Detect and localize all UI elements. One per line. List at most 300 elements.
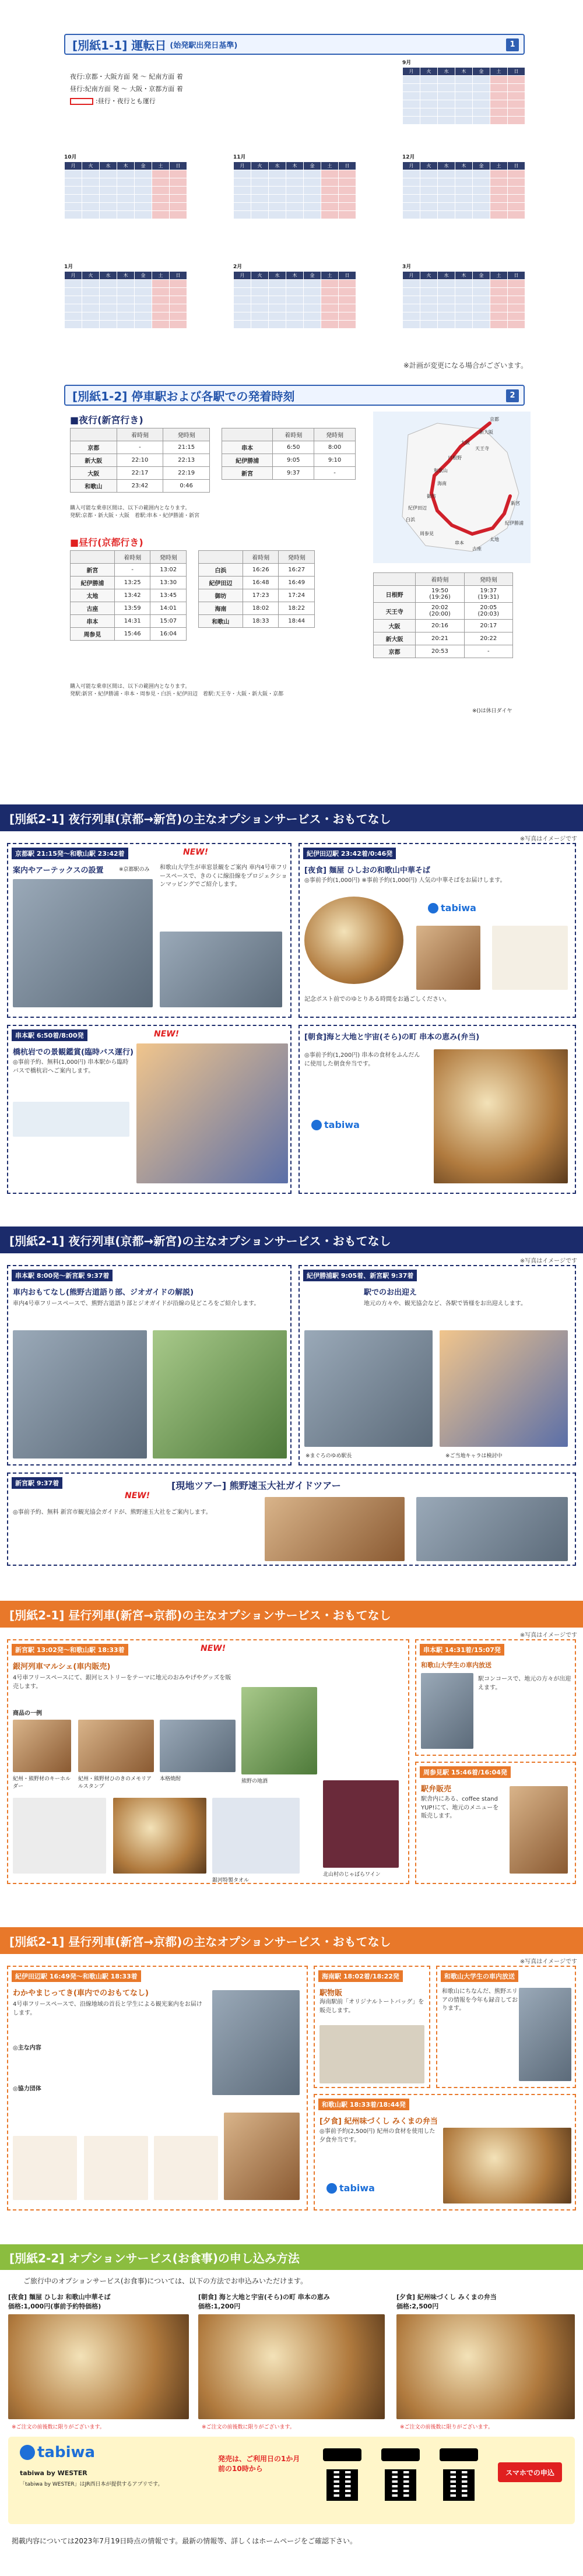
time-cell: 14:31 bbox=[114, 615, 150, 628]
smartphone-apply-label[interactable]: スマホでの申込 bbox=[498, 2462, 562, 2482]
image-note: ※写真はイメージです bbox=[519, 836, 577, 842]
day-cell bbox=[403, 92, 420, 100]
time-cell: 18:22 bbox=[279, 602, 315, 615]
day-cell bbox=[135, 187, 152, 195]
weekday: 木 bbox=[117, 272, 135, 280]
day-cell bbox=[321, 312, 339, 321]
time-cell: - bbox=[464, 645, 512, 658]
card-text: ◎事前予約(1,200円) 串本の食材をふんだんに使用した朝食弁当です。 bbox=[304, 1052, 420, 1067]
day-cell bbox=[438, 203, 455, 211]
card-tag: 和歌山駅 18:33着/18:44発 bbox=[318, 2099, 409, 2110]
day-cell bbox=[438, 76, 455, 84]
table-row bbox=[199, 564, 315, 577]
day-cell bbox=[269, 280, 286, 288]
meal-caption: ※ご注文の前後数に限りがございます。 bbox=[12, 2424, 105, 2430]
day-cell bbox=[339, 187, 356, 195]
weekday: 水 bbox=[438, 272, 455, 280]
day-cell bbox=[170, 203, 187, 211]
day-cell bbox=[65, 288, 82, 296]
day-cell bbox=[403, 321, 420, 329]
th: 着時刻 bbox=[416, 573, 464, 586]
day-cell bbox=[234, 312, 251, 321]
day-cell bbox=[321, 195, 339, 203]
month-title: 9月 bbox=[402, 60, 412, 66]
calendar-oct bbox=[64, 153, 187, 219]
day-cell bbox=[152, 203, 170, 211]
day-cell bbox=[403, 108, 420, 117]
card-text: 和歌山にちなんだ、熊野エリアの情報を今年も録音しております。 bbox=[442, 1988, 518, 2012]
station-name: 紀伊勝浦 bbox=[222, 454, 273, 467]
tabiwa-desc: 「tabiwa by WESTER」はJR西日本が提供するアプリです。 bbox=[20, 2482, 163, 2487]
table-row bbox=[222, 467, 356, 480]
day-cell bbox=[152, 304, 170, 312]
card-day2-b bbox=[314, 1966, 430, 2088]
day-cell bbox=[508, 84, 525, 92]
station-name: 和歌山 bbox=[71, 480, 117, 493]
item-label: 熊野の地酒 bbox=[241, 1779, 268, 1784]
card-text: ◎事前予約、無料 新宮市観光協会ガイドが、熊野速玉大社をご案内します。 bbox=[13, 1509, 212, 1516]
day-cell bbox=[152, 178, 170, 187]
sausage-photo bbox=[113, 1798, 206, 1874]
day-cell bbox=[117, 312, 135, 321]
day-cell bbox=[251, 170, 269, 178]
day-cell bbox=[321, 288, 339, 296]
day-cell bbox=[455, 100, 473, 108]
item-label: 本格焼酎 bbox=[160, 1776, 181, 1782]
day-cell bbox=[286, 170, 304, 178]
item-label: 北山村のじゃばらワイン bbox=[323, 1872, 381, 1878]
route-map bbox=[373, 412, 531, 563]
keychain-photo bbox=[13, 1720, 71, 1772]
day-cell bbox=[490, 296, 508, 304]
day-cell bbox=[135, 195, 152, 203]
time-cell: 22:19 bbox=[163, 467, 210, 480]
day-cell bbox=[438, 92, 455, 100]
day-cell bbox=[269, 288, 286, 296]
table-row bbox=[71, 454, 210, 467]
weekday: 土 bbox=[152, 162, 170, 170]
day-cell bbox=[438, 321, 455, 329]
day-cell bbox=[152, 195, 170, 203]
time-cell: 9:05 bbox=[273, 454, 314, 467]
day-cell bbox=[117, 170, 135, 178]
day-cell bbox=[473, 304, 490, 312]
day-cell bbox=[473, 76, 490, 84]
card-title: 案内やアーテックスの設置 bbox=[13, 866, 104, 875]
character-photo-1 bbox=[13, 2136, 77, 2200]
time-cell: 17:24 bbox=[279, 589, 315, 602]
weekday: 月 bbox=[403, 272, 420, 280]
meal-3-head bbox=[396, 2292, 577, 2311]
hashikui-rock-photo bbox=[136, 1043, 288, 1183]
day-cell bbox=[117, 288, 135, 296]
day-cell bbox=[473, 84, 490, 92]
day-cell bbox=[403, 76, 420, 84]
day-cell bbox=[455, 76, 473, 84]
day-cell bbox=[234, 280, 251, 288]
stamp-photo bbox=[78, 1720, 154, 1772]
section-title-operation-days bbox=[64, 34, 525, 55]
meal-3-photo bbox=[396, 2314, 575, 2419]
day-cell bbox=[438, 100, 455, 108]
day-cell bbox=[339, 211, 356, 219]
day-cell bbox=[490, 76, 508, 84]
night-note: 購入可能な乗車区間は、以下の範囲内となります。 発駅:京都・新大阪・大阪 着駅:串本・紀伊勝浦・新宮 bbox=[70, 505, 200, 519]
card-day-b bbox=[415, 1639, 576, 1756]
station-name: 紀伊勝浦 bbox=[71, 577, 115, 589]
day-cell bbox=[304, 296, 321, 304]
subtitle-text: (始発駅出発日基準) bbox=[170, 41, 238, 50]
card-text: 4号車フリースペースにて、銀河ヒストリーをテーマに地元のおみやげやグッズを販売します。 bbox=[13, 1675, 231, 1690]
day-cell bbox=[455, 321, 473, 329]
day-cell bbox=[304, 280, 321, 288]
calendar-jan bbox=[64, 262, 187, 329]
qr-code-web[interactable] bbox=[443, 2469, 475, 2501]
section-number: 2 bbox=[506, 389, 519, 402]
day-cell bbox=[117, 321, 135, 329]
day-cell bbox=[65, 187, 82, 195]
card-day2-d bbox=[314, 2094, 576, 2210]
time-cell: 13:30 bbox=[150, 577, 187, 589]
day-cell bbox=[100, 280, 117, 288]
section-meal-application bbox=[0, 2244, 583, 2576]
card-text: ◎事前予約、無料(1,000円) 串本駅から臨時バスで橋杭岩へご案内します。 bbox=[13, 1059, 129, 1074]
day-cell bbox=[403, 117, 420, 125]
day-table-3 bbox=[373, 572, 513, 658]
day-cell bbox=[508, 92, 525, 100]
day-cell bbox=[321, 187, 339, 195]
th bbox=[374, 573, 416, 586]
day-cell bbox=[508, 76, 525, 84]
day-cell bbox=[135, 304, 152, 312]
day-cell bbox=[286, 321, 304, 329]
card-text: 駅舎内にある、coffee stand YUP!にて、地元のメニューを販売します。 bbox=[421, 1796, 499, 1819]
time-cell: 0:46 bbox=[163, 480, 210, 493]
day-cell bbox=[286, 312, 304, 321]
day-cell bbox=[438, 288, 455, 296]
table-row bbox=[71, 577, 187, 589]
th: 発時刻 bbox=[279, 551, 315, 564]
time-cell: 20:22 bbox=[464, 632, 512, 645]
day-cell bbox=[490, 187, 508, 195]
time-cell: 13:45 bbox=[150, 589, 187, 602]
day-cell bbox=[473, 195, 490, 203]
map-station-label: 天王寺 bbox=[475, 446, 489, 451]
time-cell: 15:07 bbox=[150, 615, 187, 628]
day-cell bbox=[269, 187, 286, 195]
time-cell: 18:02 bbox=[243, 602, 279, 615]
weekday: 土 bbox=[321, 162, 339, 170]
station-name: 白浜 bbox=[199, 564, 243, 577]
section-operation-days bbox=[0, 0, 583, 370]
table-row bbox=[71, 480, 210, 493]
card-title: 駅弁販売 bbox=[421, 1785, 452, 1794]
table-row bbox=[71, 441, 210, 454]
weekday: 金 bbox=[135, 272, 152, 280]
day-cell bbox=[455, 288, 473, 296]
web-badge[interactable] bbox=[440, 2448, 478, 2461]
legend-night: 夜行:京都・大阪方面 発 ～ 紀南方面 着 bbox=[70, 73, 183, 80]
day-cell bbox=[455, 296, 473, 304]
goods-photo bbox=[13, 1798, 106, 1874]
day-cell bbox=[473, 211, 490, 219]
weekday: 木 bbox=[117, 162, 135, 170]
day-cell bbox=[508, 296, 525, 304]
time-cell: 9:37 bbox=[273, 467, 314, 480]
day-cell bbox=[339, 178, 356, 187]
item-label: 紀州・熊野材のキーホルダー bbox=[13, 1776, 71, 1790]
day-cell bbox=[420, 170, 438, 178]
day-cell bbox=[490, 92, 508, 100]
day-cell bbox=[455, 108, 473, 117]
sweets-photo bbox=[224, 2113, 300, 2200]
day-cell bbox=[234, 211, 251, 219]
table-row bbox=[71, 564, 187, 577]
card-text: 地元の方々や、観光協会など、各駅で皆様をお出迎えします。 bbox=[364, 1301, 526, 1307]
day-cell bbox=[403, 203, 420, 211]
day-cell bbox=[117, 304, 135, 312]
weekday: 日 bbox=[339, 272, 356, 280]
day-cell bbox=[473, 203, 490, 211]
day-cell bbox=[82, 321, 100, 329]
new-badge: NEW! bbox=[125, 1491, 150, 1500]
day-cell bbox=[490, 100, 508, 108]
card-night2-a bbox=[7, 1265, 292, 1466]
qr-code-ios[interactable] bbox=[326, 2469, 358, 2501]
google-play-badge[interactable] bbox=[381, 2448, 420, 2461]
day-cell bbox=[82, 280, 100, 288]
character-photo-3 bbox=[154, 2136, 218, 2200]
meal-price: 価格:1,000円(事前予約特価格) bbox=[8, 2303, 101, 2310]
section-banner: [別紙2-1] 昼行列車(新宮→京都)の主なオプションサービス・おもてなし bbox=[0, 1601, 583, 1628]
card-day2-a bbox=[7, 1966, 308, 2210]
day-cell bbox=[82, 211, 100, 219]
day-cell bbox=[339, 203, 356, 211]
day-cell bbox=[304, 170, 321, 178]
section-title-stop-times bbox=[64, 385, 525, 406]
station-name: 京都 bbox=[374, 645, 416, 658]
table-row bbox=[222, 454, 356, 467]
weekday: 水 bbox=[438, 68, 455, 76]
day-cell bbox=[65, 195, 82, 203]
station-name: 紀伊田辺 bbox=[199, 577, 243, 589]
meal-2-photo bbox=[198, 2314, 385, 2419]
section-banner: [別紙2-2] オプションサービス(お食事)の申し込み方法 bbox=[0, 2244, 583, 2270]
day-cell bbox=[117, 195, 135, 203]
day-cell bbox=[420, 288, 438, 296]
meal-price: 価格:1,200円 bbox=[198, 2303, 241, 2310]
legend-both: :昼行・夜行とも運行 bbox=[96, 97, 156, 105]
map-station-label: 太地 bbox=[490, 537, 499, 542]
weekday: 月 bbox=[403, 162, 420, 170]
title-text: [別紙1-1] 運転日 bbox=[72, 38, 167, 52]
day-cell bbox=[403, 296, 420, 304]
weekday: 月 bbox=[234, 272, 251, 280]
station-name: 御坊 bbox=[199, 589, 243, 602]
qr-code-android[interactable] bbox=[385, 2469, 416, 2501]
shochu-photo bbox=[160, 1720, 236, 1772]
th: 着時刻 bbox=[243, 551, 279, 564]
day-cell bbox=[438, 84, 455, 92]
time-cell: 20:05 (20:03) bbox=[464, 603, 512, 620]
day-cell bbox=[403, 304, 420, 312]
calendar-nov bbox=[233, 153, 356, 219]
day-cell bbox=[455, 187, 473, 195]
day-cell bbox=[135, 203, 152, 211]
card-day-c bbox=[415, 1762, 576, 1884]
card-title: 和歌山大学生の車内放送 bbox=[421, 1661, 491, 1669]
day-cell bbox=[269, 321, 286, 329]
table-row bbox=[199, 615, 315, 628]
station-name: 海南 bbox=[199, 602, 243, 615]
day-cell bbox=[438, 304, 455, 312]
day-cell bbox=[490, 84, 508, 92]
card-tag: 和歌山大学生の車内放送 bbox=[441, 1970, 518, 1982]
day-cell bbox=[82, 187, 100, 195]
time-cell: - bbox=[117, 441, 163, 454]
meal-1-photo bbox=[8, 2314, 189, 2419]
day-cell bbox=[82, 296, 100, 304]
calendar-mar bbox=[402, 262, 525, 329]
day-cell bbox=[490, 108, 508, 117]
ramen-photo bbox=[304, 897, 403, 984]
weekday: 金 bbox=[473, 272, 490, 280]
month-title: 3月 bbox=[402, 264, 412, 270]
section-day-options-2 bbox=[0, 1927, 583, 2219]
day-cell bbox=[251, 296, 269, 304]
day-cell bbox=[508, 100, 525, 108]
weekday: 土 bbox=[490, 162, 508, 170]
item-label: 商品の一例 bbox=[13, 1710, 42, 1717]
card-tag: 串本駅 14:31着/15:07発 bbox=[420, 1644, 504, 1656]
day-cell bbox=[117, 187, 135, 195]
day-cell bbox=[339, 304, 356, 312]
card-title: [朝食]海と大地と宇宙(そら)の町 串本の恵み(弁当) bbox=[304, 1033, 480, 1042]
th: 発時刻 bbox=[464, 573, 512, 586]
day-cell bbox=[269, 178, 286, 187]
th: 発時刻 bbox=[314, 428, 356, 441]
route-map-svg bbox=[373, 412, 531, 563]
day-cell bbox=[170, 321, 187, 329]
dinner-bento-photo bbox=[443, 2128, 571, 2204]
card-tag: 紀伊田辺駅 23:42着/0:46発 bbox=[303, 848, 396, 859]
weekday: 木 bbox=[286, 272, 304, 280]
map-station-label: 大阪 bbox=[461, 440, 470, 445]
table-row bbox=[222, 441, 356, 454]
day-cell bbox=[438, 211, 455, 219]
day-cell bbox=[420, 108, 438, 117]
card-day2-c bbox=[436, 1966, 576, 2088]
card-subheading: ◎協力団体 bbox=[13, 2086, 41, 2092]
day-cell bbox=[135, 321, 152, 329]
day-cell bbox=[135, 211, 152, 219]
day-cell bbox=[321, 203, 339, 211]
tabiwa-logo: tabiwa bbox=[20, 2444, 95, 2461]
table-row bbox=[374, 645, 513, 658]
weekday: 水 bbox=[100, 272, 117, 280]
day-cell bbox=[170, 304, 187, 312]
time-cell: 22:13 bbox=[163, 454, 210, 467]
day-cell bbox=[438, 296, 455, 304]
day-cell bbox=[100, 195, 117, 203]
section-day-options-1 bbox=[0, 1601, 583, 1904]
weekday: 月 bbox=[65, 272, 82, 280]
day-cell bbox=[455, 304, 473, 312]
day-cell bbox=[135, 170, 152, 178]
weekday: 水 bbox=[269, 162, 286, 170]
day-cell bbox=[269, 296, 286, 304]
time-cell: 22:10 bbox=[117, 454, 163, 467]
app-store-badge[interactable] bbox=[323, 2448, 361, 2461]
day-cell bbox=[339, 312, 356, 321]
day-cell bbox=[473, 117, 490, 125]
weekday: 日 bbox=[508, 162, 525, 170]
day-heading: ■昼行(京都行き) bbox=[70, 537, 143, 548]
night-table-1 bbox=[70, 428, 210, 493]
weekday: 土 bbox=[490, 68, 508, 76]
day-cell bbox=[152, 321, 170, 329]
day-cell bbox=[269, 312, 286, 321]
th: 発時刻 bbox=[150, 551, 187, 564]
day-cell bbox=[420, 304, 438, 312]
day-cell bbox=[251, 312, 269, 321]
day-cell bbox=[473, 280, 490, 288]
day-cell bbox=[420, 211, 438, 219]
weekday: 木 bbox=[455, 162, 473, 170]
day-cell bbox=[135, 296, 152, 304]
station-name: 大阪 bbox=[374, 620, 416, 632]
day-cell bbox=[420, 178, 438, 187]
day-cell bbox=[82, 312, 100, 321]
day-cell bbox=[508, 304, 525, 312]
day-cell bbox=[304, 203, 321, 211]
time-cell: 14:01 bbox=[150, 602, 187, 615]
day-cell bbox=[403, 170, 420, 178]
day-cell bbox=[286, 178, 304, 187]
day-cell bbox=[438, 108, 455, 117]
day-cell bbox=[170, 178, 187, 187]
day-cell bbox=[438, 312, 455, 321]
time-cell: 16:26 bbox=[243, 564, 279, 577]
day-cell bbox=[65, 178, 82, 187]
day-cell bbox=[490, 312, 508, 321]
day-cell bbox=[100, 170, 117, 178]
section-night-options-2 bbox=[0, 1227, 583, 1576]
meal-title: [朝食] 海と大地と宇宙(そら)の町 串本の恵み bbox=[198, 2293, 330, 2301]
day-cell bbox=[473, 312, 490, 321]
day-cell bbox=[490, 195, 508, 203]
day-cell bbox=[117, 296, 135, 304]
time-cell: - bbox=[114, 564, 150, 577]
weekday: 日 bbox=[170, 272, 187, 280]
weekday: 日 bbox=[508, 68, 525, 76]
weekday: 水 bbox=[100, 162, 117, 170]
sake-photo bbox=[241, 1687, 317, 1774]
day-cell bbox=[420, 321, 438, 329]
day-cell bbox=[403, 280, 420, 288]
postcard-photo bbox=[492, 926, 568, 990]
day-cell bbox=[251, 304, 269, 312]
table-row bbox=[374, 603, 513, 620]
weekday: 火 bbox=[420, 162, 438, 170]
plan-change-note: ※計画が変更になる場合がございます。 bbox=[403, 361, 528, 370]
day-cell bbox=[152, 296, 170, 304]
meal-title: [夜食] 麺屋 ひしお 和歌山中華そば bbox=[8, 2293, 111, 2301]
day-cell bbox=[170, 296, 187, 304]
card-night-c bbox=[7, 1025, 292, 1194]
meal-title: [夕食] 紀州味づくし みくまの弁当 bbox=[396, 2293, 497, 2301]
day-cell bbox=[82, 195, 100, 203]
